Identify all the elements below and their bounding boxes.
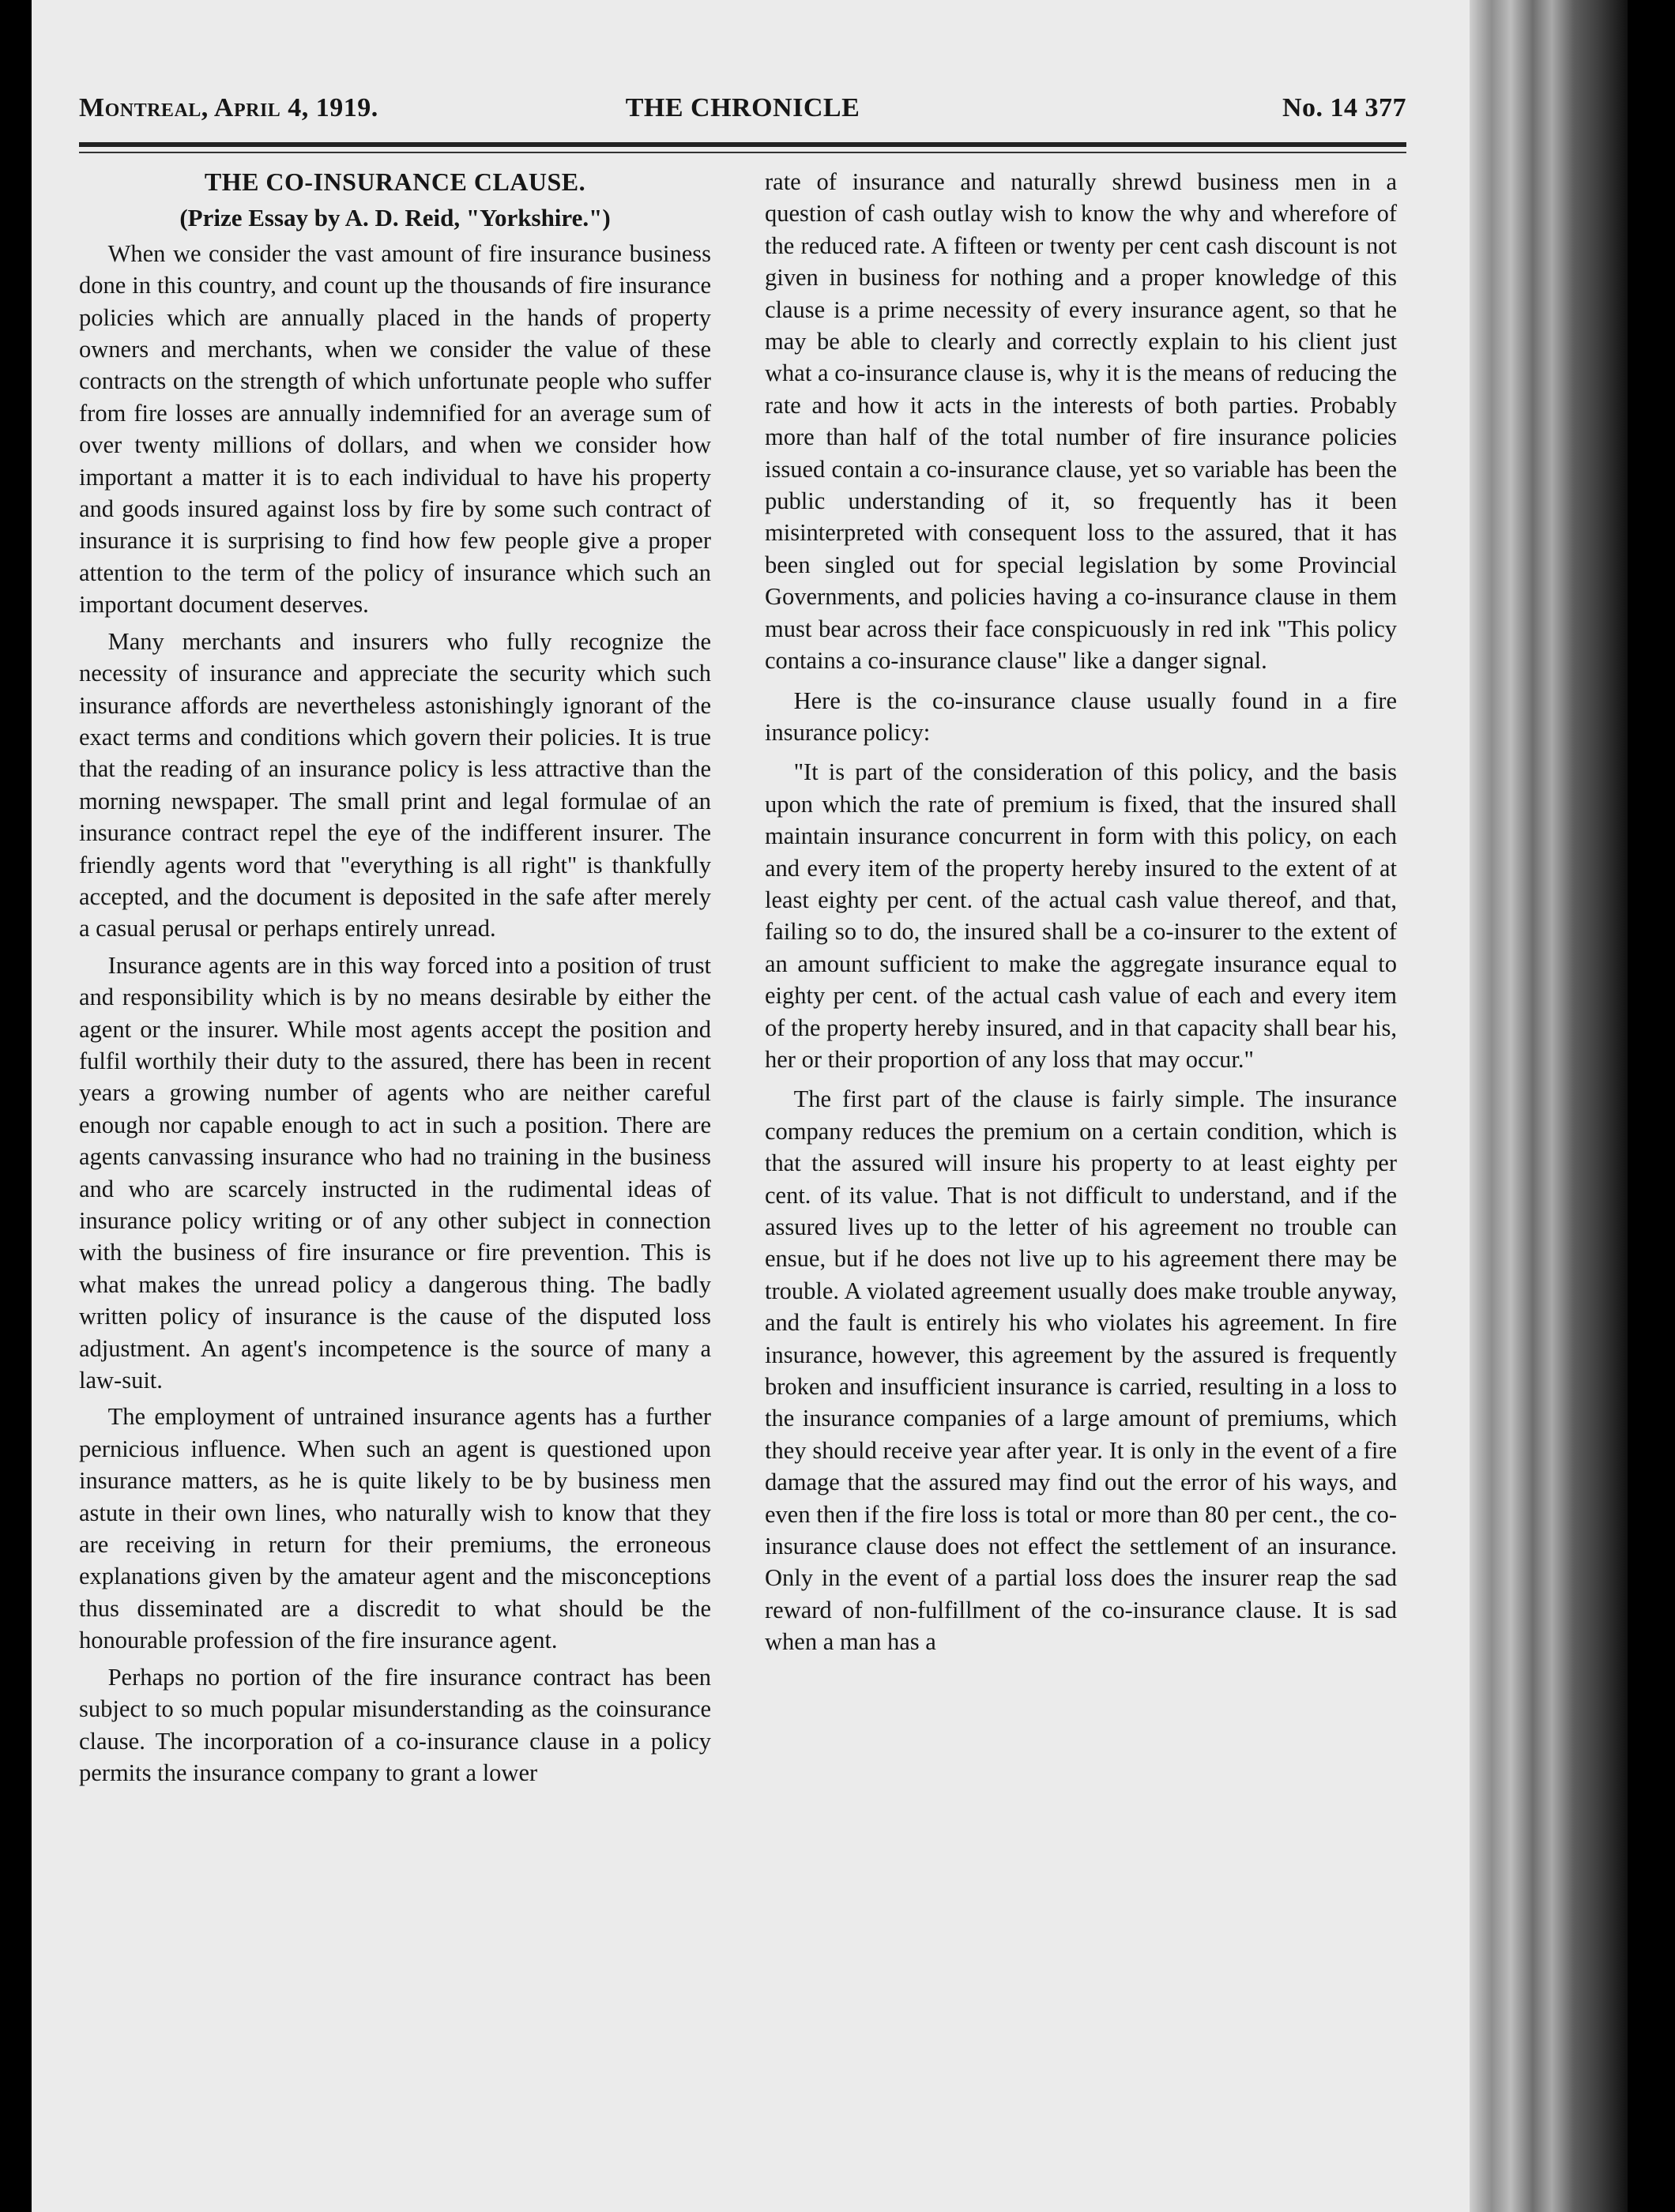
article-title: THE CO-INSURANCE CLAUSE. — [204, 167, 586, 196]
newspaper-page — [32, 0, 1513, 2212]
paragraph: The employment of untrained insurance agents has a further pernicious influence. When such an agent is questioned upon insurance matters, as he is quite likely to be by business men astute in their own lines, who naturally wish to know that they are receiving in return for their premiums, the erroneous explanations given by the amateur agent and the misconceptions thus disseminated are a discredit to what should be the honourable profession of the fire insurance agent. — [79, 1403, 711, 1654]
header-dateline: Montreal, April 4, 1919. — [79, 93, 378, 122]
paragraph: rate of insurance and naturally shrewd business men in a question of cash outlay wish to know the why and wherefore of the reduced rate. A fifteen or twenty per cent cash discount is not given in business for nothing and a proper knowledge of this clause is a prime necessity of every insurance agent, so that he may be able to clearly and correctly explain to his client just what a co-insurance clause is, why it is the means of reducing the rate and how it acts in the interests of both parties. Probably more than half of the total number of fire insurance policies issued contain a co-insurance clause, yet so variable has been the public understanding of it, so frequently has it been misinterpreted with consequent loss to the assured, that it has been singled out for special legislation by some Provincial Governments, and policies having a co-insurance clause in them must bear across their face conspicuously in red ink "This policy contains a co-insurance clause" like a danger signal. — [765, 168, 1397, 675]
left-column — [79, 166, 711, 2133]
paragraph: Here is the co-insurance clause usually found in a fire insurance policy: — [765, 687, 1397, 746]
issue-page-number: No. 14 377 — [1282, 93, 1406, 122]
paragraph: When we consider the vast amount of fire insurance business done in this country, and count up the thousands of fire insurance policies which are annually placed in the hands of property owners and merchants, when we consider the value of these contracts on the strength of which unfortunate people who suffer from fire losses are annually indemnified for an average sum of over twenty millions of dollars, and when we consider how important a matter it is to each individual to have his property and goods insured against loss by fire by some such contract of insurance it is surprising to find how few people give a proper attention to the term of the policy of insurance which such an important document deserves. — [79, 239, 711, 619]
paragraph: Insurance agents are in this way forced into a position of trust and responsibility which is by no means desirable by either the agent or the insurer. While most agents accept the position and fulfil worthily their duty to the assured, there has been in recent years a growing number of agents who are neither careful enough nor capable enough to act in such a position. There are agents canvassing insurance who had no training in the business and who are scarcely instructed in the rudimental ideas of insurance policy writing or of any other subject in connection with the business of fire insurance or fire prevention. This is what makes the unread policy a dangerous thing. The badly written policy of insurance is the cause of the disputed loss adjustment. An agent's incompetence is the source of many a law-suit. — [79, 951, 711, 1394]
header-rule-thin — [79, 152, 1406, 153]
header-rule — [79, 142, 1406, 147]
book-binding-edge — [1470, 0, 1628, 2212]
running-header — [79, 93, 1406, 133]
publication-title: THE CHRONICLE — [625, 93, 860, 122]
quoted-clause: "It is part of the consideration of this policy, and the basis upon which the rate of premium is fixed, that the insured shall maintain insurance concurrent in form with this policy, on each and every item of the property hereby insured to the extent of at least eighty per cent. of the actual cash value thereof, and that, failing so to do, the insured shall be a co-insurer to the extent of an amount sufficient to make the aggregate insurance equal to eighty per cent. of the actual cash value of each and every item of the property hereby insured, and in that capacity shall bear his, her or their proportion of any loss that may occur." — [765, 758, 1397, 1073]
paragraph: Perhaps no portion of the fire insurance contract has been subject to so much popular misunderstanding as the coinsurance clause. The incorporation of a co-insurance clause in a policy permits the insurance company to grant a lower — [79, 1663, 711, 1786]
right-column — [765, 166, 1397, 2133]
article-byline: (Prize Essay by A. D. Reid, "Yorkshire.") — [179, 204, 611, 232]
paragraph: The first part of the clause is fairly simple. The insurance company reduces the premium on a certain condition, which is that the assured will insure his property to at least eighty per cent. of its value. That is not difficult to understand, and if the assured lives up to the letter of his agreement no trouble can ensue, but if he does not live up to his agreement there may be trouble. A violated agreement usually does make trouble anyway, and the fault is entirely his who violates his agreement. In fire insurance, however, this agreement by the assured is frequently broken and insufficient insurance is carried, resulting in a loss to the insurance companies of a large amount of premiums, which they should receive year after year. It is only in the event of a fire damage that the assured may find out the error of his ways, and even then if the fire loss is total or more than 80 per cent., the co-insurance clause does not effect the settlement of an insurance. Only in the event of a partial loss does the insurer reap the sad reward of non-fulfillment of the co-insurance clause. It is sad when a man has a — [765, 1085, 1397, 1656]
paragraph: Many merchants and insurers who fully recognize the necessity of insurance and appreciate the security which such insurance affords are nevertheless astonishingly ignorant of the exact terms and conditions which govern their policies. It is true that the reading of an insurance policy is less attractive than the morning newspaper. The small print and legal formulae of an insurance contract repel the eye of the indifferent insurer. The friendly agents word that "everything is all right" is thankfully accepted, and the document is deposited in the safe after merely a casual perusal or perhaps entirely unread. — [79, 627, 711, 942]
